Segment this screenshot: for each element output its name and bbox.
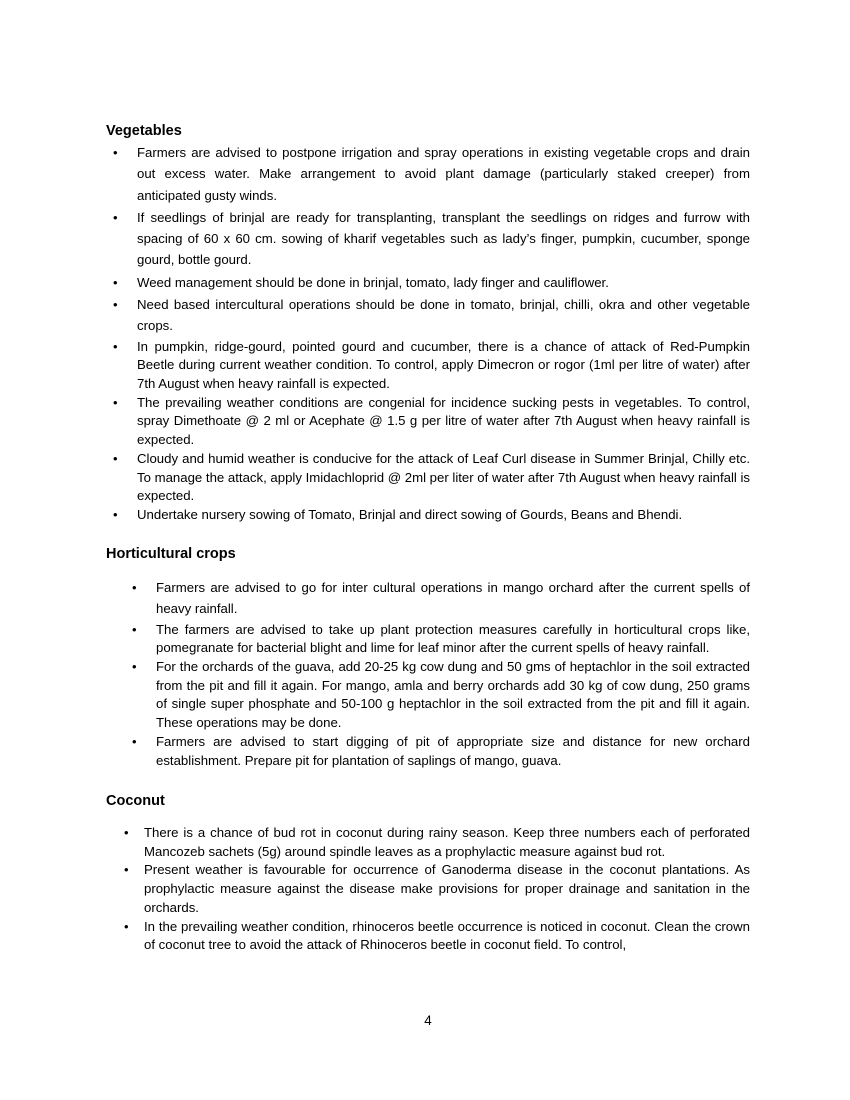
list-item: • Undertake nursery sowing of Tomato, Brinjal and direct sowing of Gourds, Beans and Bhendi. [137, 506, 750, 525]
list-item: • Farmers are advised to start digging of pit of appropriate size and distance for new orchard establishment. Prepare pit for plantation of saplings of mango, guava. [156, 733, 750, 770]
vegetables-heading: Vegetables [106, 123, 182, 139]
list-item: • There is a chance of bud rot in coconut during rainy season. Keep three numbers each of perforated Mancozeb sachets (5g) around spindle leaves as a prophylactic measure against bud rot. [144, 824, 750, 861]
list-item: • The prevailing weather conditions are congenial for incidence sucking pests in vegetables. To control, spray Dimethoate @ 2 ml or Acephate @ 1.5 g per litre of water after 7th August when heavy rainfall is expected. [137, 394, 750, 450]
list-item: • Need based intercultural operations should be done in tomato, brinjal, chilli, okra and other vegetable crops. [137, 294, 750, 337]
list-item: • Present weather is favourable for occurrence of Ganoderma disease in the coconut plantations. As prophylactic measure against the disease make provisions for proper drainage and sanitation in the orchards. [144, 861, 750, 917]
list-item: • Farmers are advised to go for inter cultural operations in mango orchard after the current spells of heavy rainfall. [156, 577, 750, 620]
horticultural-list [156, 577, 750, 770]
horticultural-heading: Horticultural crops [106, 546, 236, 562]
list-item: • If seedlings of brinjal are ready for transplanting, transplant the seedlings on ridges and furrow with spacing of 60 x 60 cm. sowing of kharif vegetables such as lady’s finger, pumpkin, cucumber, sponge gourd, bottle gourd. [137, 207, 750, 271]
coconut-list [144, 824, 750, 955]
list-item: • For the orchards of the guava, add 20-25 kg cow dung and 50 gms of heptachlor in the soil extracted from the pit and fill it again. For mango, amla and berry orchards add 30 kg of cow dung, 250 grams of single super phosphate and 50-100 g heptachlor in the soil extracted from the pit and fill it again. These operations may be done. [156, 658, 750, 733]
coconut-heading: Coconut [106, 793, 165, 809]
list-item: • The farmers are advised to take up plant protection measures carefully in horticultural crops like, pomegranate for bacterial blight and lime for leaf minor after the current spells of heavy rainfall. [156, 621, 750, 658]
vegetables-list [137, 142, 750, 525]
list-item: • Cloudy and humid weather is conducive for the attack of Leaf Curl disease in Summer Brinjal, Chilly etc. To manage the attack, apply Imidachloprid @ 2ml per liter of water after 7th August when heavy rainfall is expected. [137, 450, 750, 506]
list-item: • Farmers are advised to postpone irrigation and spray operations in existing vegetable crops and drain out excess water. Make arrangement to avoid plant damage (particularly staked creeper) from anticipated gusty winds. [137, 142, 750, 206]
list-item: • Weed management should be done in brinjal, tomato, lady finger and cauliflower. [137, 272, 750, 293]
list-item: • In the prevailing weather condition, rhinoceros beetle occurrence is noticed in coconut. Clean the crown of coconut tree to avoid the attack of Rhinoceros beetle in coconut field. To control, [144, 918, 750, 955]
page-number: 4 [424, 1013, 432, 1028]
list-item: • In pumpkin, ridge-gourd, pointed gourd and cucumber, there is a chance of attack of Red-Pumpkin Beetle during current weather condition. To control, apply Dimecron or rogor (1ml per litre of water) after 7th August when heavy rainfall is expected. [137, 338, 750, 394]
